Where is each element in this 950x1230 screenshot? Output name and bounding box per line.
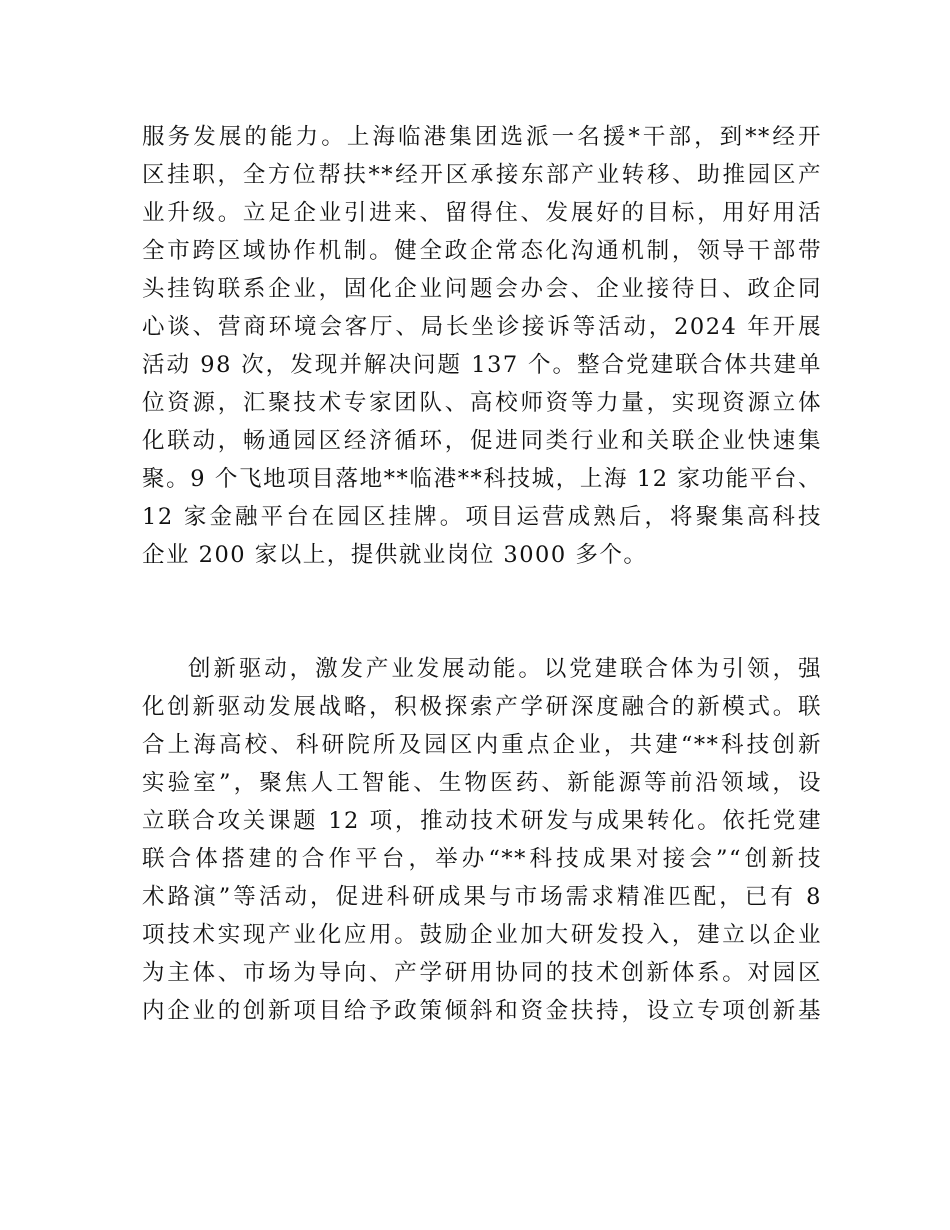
text-line: 企业 200 家以上，提供就业岗位 3000 多个。	[142, 542, 648, 568]
text-line: 活动 98 次，发现并解决问题 137 个。整合党建联合体共建单	[142, 352, 822, 378]
text-line: 术路演”等活动，促进科研成果与市场需求精准匹配，已有 8	[142, 884, 822, 910]
text-line: 聚。9 个飞地项目落地**临港**科技城，上海 12 家功能平台、	[142, 466, 822, 492]
text-line: 头挂钩联系企业，固化企业问题会办会、企业接待日、政企同	[142, 276, 822, 302]
text-line: 实验室”，聚焦人工智能、生物医药、新能源等前沿领域，设	[142, 770, 822, 796]
text-line: 立联合攻关课题 12 项，推动技术研发与成果转化。依托党建	[142, 808, 822, 834]
text-line: 化联动，畅通园区经济循环，促进同类行业和关联企业快速集	[142, 428, 822, 454]
text-line: 联合体搭建的合作平台，举办“**科技成果对接会”“创新技	[142, 846, 822, 872]
text-line: 区挂职，全方位帮扶**经开区承接东部产业转移、助推园区产	[142, 162, 822, 188]
text-line: 位资源，汇聚技术专家团队、高校师资等力量，实现资源立体	[142, 390, 822, 416]
text-line: 业升级。立足企业引进来、留得住、发展好的目标，用好用活	[142, 200, 822, 226]
text-line: 心谈、营商环境会客厅、局长坐诊接诉等活动，2024 年开展	[142, 314, 822, 340]
paragraph-2	[142, 650, 822, 1030]
text-line: 内企业的创新项目给予政策倾斜和资金扶持，设立专项创新基	[142, 998, 822, 1024]
text-line: 全市跨区域协作机制。健全政企常态化沟通机制，领导干部带	[142, 238, 822, 264]
text-line: 化创新驱动发展战略，积极探索产学研深度融合的新模式。联	[142, 694, 822, 720]
text-line: 项技术实现产业化应用。鼓励企业加大研发投入，建立以企业	[142, 922, 822, 948]
text-line: 服务发展的能力。上海临港集团选派一名援*干部，到**经开	[142, 124, 822, 150]
text-line: 合上海高校、科研院所及园区内重点企业，共建“**科技创新	[142, 732, 822, 758]
text-line: 创新驱动，激发产业发展动能。以党建联合体为引领，强	[188, 656, 822, 682]
paragraph-1	[142, 118, 822, 574]
text-line: 12 家金融平台在园区挂牌。项目运营成熟后，将聚集高科技	[142, 504, 822, 530]
text-line: 为主体、市场为导向、产学研用协同的技术创新体系。对园区	[142, 960, 822, 986]
